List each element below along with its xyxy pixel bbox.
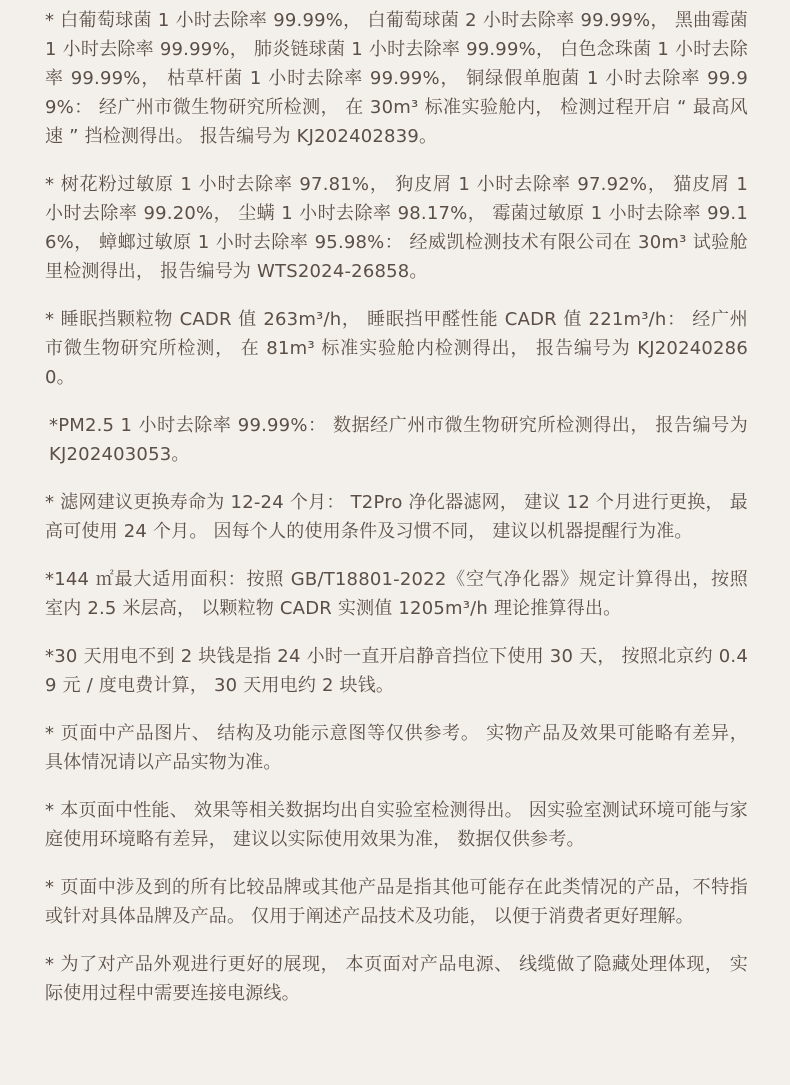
note-coverage-area: *144 ㎡最大适用面积：按照 GB/T18801-2022《空气净化器》规定计算得出，按照室内 2.5 米层高， 以颗粒物 CADR 实测值 1205m³/h 理论推算得出。 — [45, 569, 748, 619]
note-allergen: * 树花粉过敏原 1 小时去除率 97.81%， 狗皮屑 1 小时去除率 97.92%， 猫皮屑 1 小时去除率 99.20%， 尘螨 1 小时去除率 98.17%， 霉菌过敏原 1 小时去除率 99.16%， 蟑螂过敏原 1 小时去除率 95.98%： 经威凯检测技术有限公司在 30m³ 试验舱里检测得出， 报告编号为 WTS2024-26858。 — [45, 174, 748, 282]
note-power-cable: * 为了对产品外观进行更好的展现， 本页面对产品电源、 线缆做了隐藏处理体现， 实际使用过程中需要连接电源线。 — [45, 954, 748, 1004]
note-filter-life: * 滤网建议更换寿命为 12-24 个月： T2Pro 净化器滤网， 建议 12 个月进行更换， 最高可使用 24 个月。 因每个人的使用条件及习惯不同， 建议以机器提醒行为准。 — [45, 492, 748, 542]
note-brand-comparison: * 页面中涉及到的所有比较品牌或其他产品是指其他可能存在此类情况的产品，不特指或针对具体品牌及产品。 仅用于阐述产品技术及功能， 以便于消费者更好理解。 — [45, 877, 748, 927]
note-sleep-cadr: * 睡眠挡颗粒物 CADR 值 263m³/h， 睡眠挡甲醛性能 CADR 值 221m³/h： 经广州市微生物研究所检测， 在 81m³ 标准实验舱内检测得出， 报告编号为 KJ202402860。 — [45, 309, 748, 388]
note-lab-data: * 本页面中性能、 效果等相关数据均出自实验室检测得出。 因实验室测试环境可能与家庭使用环境略有差异， 建议以实际使用效果为准， 数据仅供参考。 — [45, 800, 748, 850]
note-pm25: *PM2.5 1 小时去除率 99.99%： 数据经广州市微生物研究所检测得出， 报告编号为 KJ202403053。 — [49, 415, 748, 465]
note-power-cost: *30 天用电不到 2 块钱是指 24 小时一直开启静音挡位下使用 30 天， 按照北京约 0.49 元 / 度电费计算， 30 天用电约 2 块钱。 — [45, 646, 748, 696]
note-images-reference: * 页面中产品图片、 结构及功能示意图等仅供参考。 实物产品及效果可能略有差异， 具体情况请以产品实物为准。 — [45, 723, 748, 773]
note-antibacterial: * 白葡萄球菌 1 小时去除率 99.99%， 白葡萄球菌 2 小时去除率 99.99%， 黑曲霉菌 1 小时去除率 99.99%， 肺炎链球菌 1 小时去除率 99.99%， 白色念珠菌 1 小时去除率 99.99%， 枯草杆菌 1 小时去除率 99.99%， 铜绿假单胞菌 1 小时去除率 99.99%： 经广州市微生物研究所检测， 在 30m³ 标准实验舱内， 检测过程开启 “ 最高风速 ” 挡检测得出。 报告编号为 KJ202402839。 — [45, 10, 748, 147]
